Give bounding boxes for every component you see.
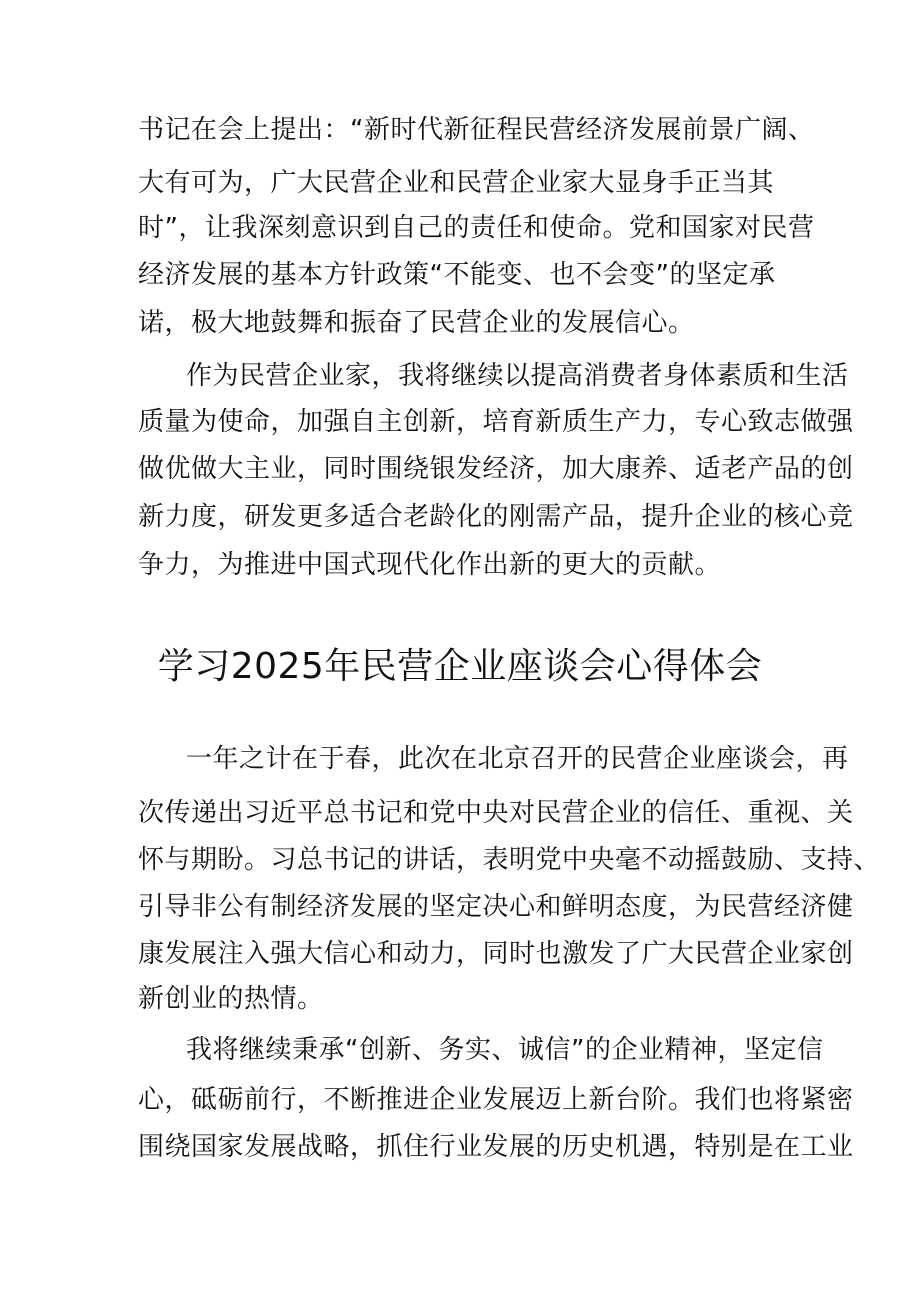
paragraph-line: 新力度，研发更多适合老龄化的刚需产品，提升企业的核心竞 — [138, 502, 854, 532]
paragraph-line: 争力，为推进中国式现代化作出新的更大的贡献。 — [138, 550, 722, 580]
paragraph-line: 康发展注入强大信心和动力，同时也激发了广大民营企业家创 — [138, 939, 854, 969]
paragraph-line: 作为民营企业家，我将继续以提高消费者身体素质和生活 — [186, 361, 849, 391]
paragraph-line: 怀与期盼。习总书记的讲话，表明党中央毫不动摇鼓励、支持、 — [138, 845, 881, 875]
paragraph-line: 时”，让我深刻意识到自己的责任和使命。党和国家对民营 — [138, 213, 815, 243]
paragraph-line: 书记在会上提出：“新时代新征程民营经济发展前景广阔、 — [138, 115, 815, 145]
paragraph-line: 我将继续秉承“创新、务实、诚信”的企业精神，坚定信 — [186, 1035, 824, 1065]
paragraph-line: 做优做大主业，同时围绕银发经济，加大康养、适老产品的创 — [138, 454, 854, 484]
paragraph-line: 围绕国家发展战略，抓住行业发展的历史机遇，特别是在工业 — [138, 1132, 854, 1162]
paragraph-line: 一年之计在于春，此次在北京召开的民营企业座谈会，再 — [186, 744, 849, 774]
document-title: 学习2025年民营企业座谈会心得体会 — [157, 646, 763, 687]
paragraph-line: 新创业的热情。 — [138, 984, 324, 1014]
paragraph-line: 引导非公有制经济发展的坚定决心和鲜明态度，为民营经济健 — [138, 892, 854, 922]
paragraph-line: 质量为使命，加强自主创新，培育新质生产力，专心致志做强 — [138, 407, 854, 437]
paragraph-line: 大有可为，广大民营企业和民营企业家大显身手正当其 — [138, 168, 775, 198]
paragraph-line: 诺，极大地鼓舞和振奋了民营企业的发展信心。 — [138, 308, 695, 338]
paragraph-line: 经济发展的基本方针政策“不能变、也不会变”的坚定承 — [138, 260, 776, 290]
paragraph-line: 心，砥砺前行，不断推进企业发展迈上新台阶。我们也将紧密 — [138, 1085, 854, 1115]
paragraph-line: 次传递出习近平总书记和党中央对民营企业的信任、重视、关 — [138, 798, 854, 828]
